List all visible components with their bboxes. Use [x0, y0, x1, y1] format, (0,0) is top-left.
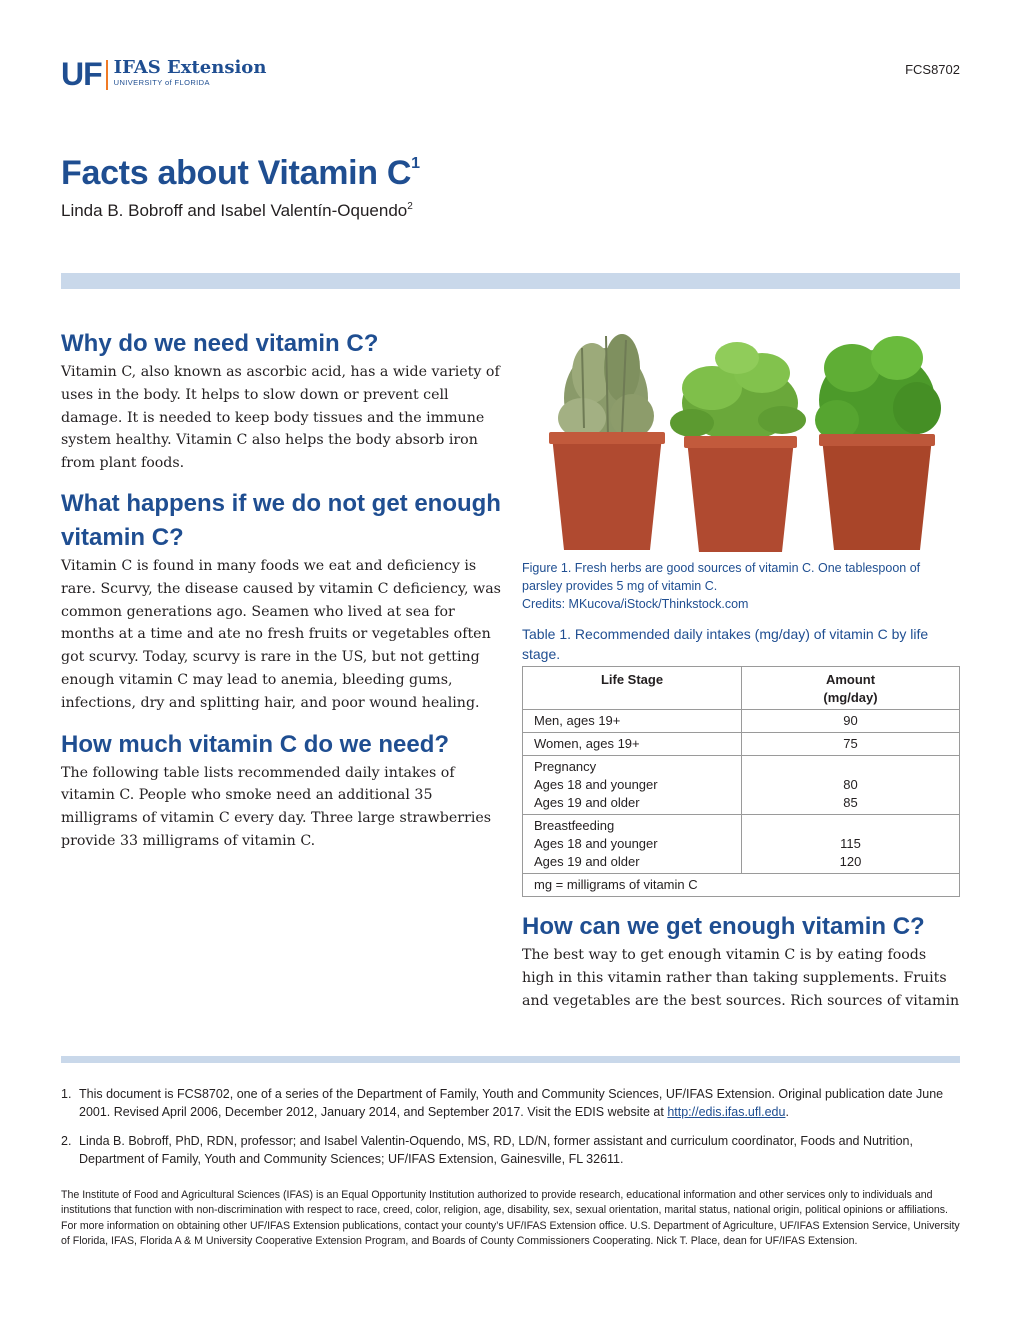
left-column: [61, 327, 501, 853]
disclaimer: The Institute of Food and Agricultural Sciences (IFAS) is an Equal Opportunity Institution authorized to provide research, educational information and other services only to individuals and institutions that function with non-discrimination with respect to race, creed, color, religion, age, disability, sex, sexual orientation, marital status, national origin, political opinions or affiliations. For more information on obtaining other UF/IFAS Extension publications, contact your county’s UF/IFAS Extension office. U.S. Department of Agriculture, UF/IFAS Extension Service, University of Florida, IFAS, Florida A & M University Cooperative Extension Program, and Boards of County Commissioners Cooperating. Nick T. Place, dean for UF/IFAS Extension.: [61, 1189, 960, 1247]
footer-band: [61, 1056, 960, 1063]
heading-why: Why do we need vitamin C?: [61, 330, 379, 357]
logo-divider: [106, 60, 108, 90]
body-how-much: The following table lists recommended daily intakes of vitamin C. People who smoke need an additional 35 milligrams of vitamin C every day. Three large strawberries provide 33 milligrams of vitamin C.: [61, 764, 492, 849]
figure-caption: [522, 559, 960, 613]
right-column-bottom: [522, 910, 962, 1012]
figure-caption-text: Figure 1. Fresh herbs are good sources of vitamin C. One tablespoon of parsley provides 5 mg of vitamin C.: [522, 561, 921, 593]
basil-foliage: [670, 342, 806, 441]
table-row: [523, 733, 960, 756]
logo-ifas-extension: IFAS Extension: [113, 57, 267, 78]
table-row: [523, 710, 960, 733]
amount-cell: 115 120: [742, 815, 960, 874]
uf-ifas-logo: [61, 58, 266, 92]
stage-cell: Breastfeeding Ages 18 and younger Ages 19 and older: [523, 815, 742, 874]
body-how-get: The best way to get enough vitamin C is by eating foods high in this vitamin rather than taking supplements. Fruits and vegetables are the best sources. Rich sources of vitamin: [522, 947, 960, 1009]
heading-what: What happens if we do not get enough vitamin C?: [61, 489, 501, 551]
stage-cell: Pregnancy Ages 18 and younger Ages 19 and older: [523, 756, 742, 815]
parsley-foliage: [815, 336, 941, 450]
amount-cell: 75: [742, 733, 960, 756]
col-life-stage: Life Stage: [523, 667, 742, 710]
document-number: FCS8702: [905, 62, 960, 77]
table-row: [523, 815, 960, 874]
herbs-photo: [522, 328, 960, 558]
table-caption: Table 1. Recommended daily intakes (mg/day) of vitamin C by life stage.: [522, 626, 929, 662]
logo-university: UNIVERSITY of FLORIDA: [113, 78, 210, 87]
vitamin-c-table: [522, 666, 960, 897]
pots: [549, 432, 935, 552]
table-footnote-row: [523, 874, 960, 897]
logo-uf: UF: [61, 56, 102, 92]
figure-credits: Credits: MKucova/iStock/Thinkstock.com: [522, 597, 749, 611]
page-title: Facts about Vitamin $C^1$: [61, 154, 420, 192]
edis-link[interactable]: http://edis.ifas.ufl.edu: [667, 1104, 786, 1119]
heading-how-get: How can we get enough vitamin C?: [522, 913, 925, 940]
amount-cell: 90: [742, 710, 960, 733]
body-what: Vitamin C is found in many foods we eat and deficiency is rare. Scurvy, the disease caused by vitamin C deficiency, was common generations ago. Seamen who lived at sea for months at a time and ate no fresh fruits or vegetables often got scurvy. Today, scurvy is rare in the US, but not getting enough vitamin C may lead to anemia, bleeding gums, infections, dry and splitting hair, and poor wound healing.: [61, 557, 501, 711]
table-row: [523, 756, 960, 815]
table-header-row: [523, 667, 960, 710]
header-band: [61, 273, 960, 289]
body-why: Vitamin C, also known as ascorbic acid, has a wide variety of uses in the body. It helps to slow down or prevent cell damage. It is needed to keep body tissues and the immune system healthy. Vitamin C also helps the body absorb iron from plant foods.: [61, 364, 500, 472]
authors: Linda B. Bobroff and Isabel Valentín-Oquendo$^2$: [61, 201, 413, 220]
footnotes: [61, 1086, 961, 1168]
col-amount: Amount (mg/day): [742, 667, 960, 710]
footnote-1: 1. This document is FCS8702, one of a series of the Department of Family, Youth and Community Sciences, UF/IFAS Extension. Original publication date June 2001. Revised April 2006, December 2012, January 2014, and September 2017. Visit the EDIS website at http://edis.ifas.ufl.edu.: [61, 1087, 944, 1119]
thyme-foliage: [558, 334, 654, 448]
heading-how-much: How much vitamin C do we need?: [61, 730, 450, 758]
amount-cell: 80 85: [742, 756, 960, 815]
footnote-2: 2. Linda B. Bobroff, PhD, RDN, professor; and Isabel Valentin-Oquendo, MS, RD, LD/N, former assistant and curriculum coordinator, Foods and Nutrition, Department of Family, Youth and Community Sciences; UF/IFAS Extension, Gainesville, FL 32611.: [61, 1134, 913, 1166]
table-footnote: mg = milligrams of vitamin C: [523, 874, 960, 897]
stage-cell: Men, ages 19+: [523, 710, 742, 733]
stage-cell: Women, ages 19+: [523, 733, 742, 756]
